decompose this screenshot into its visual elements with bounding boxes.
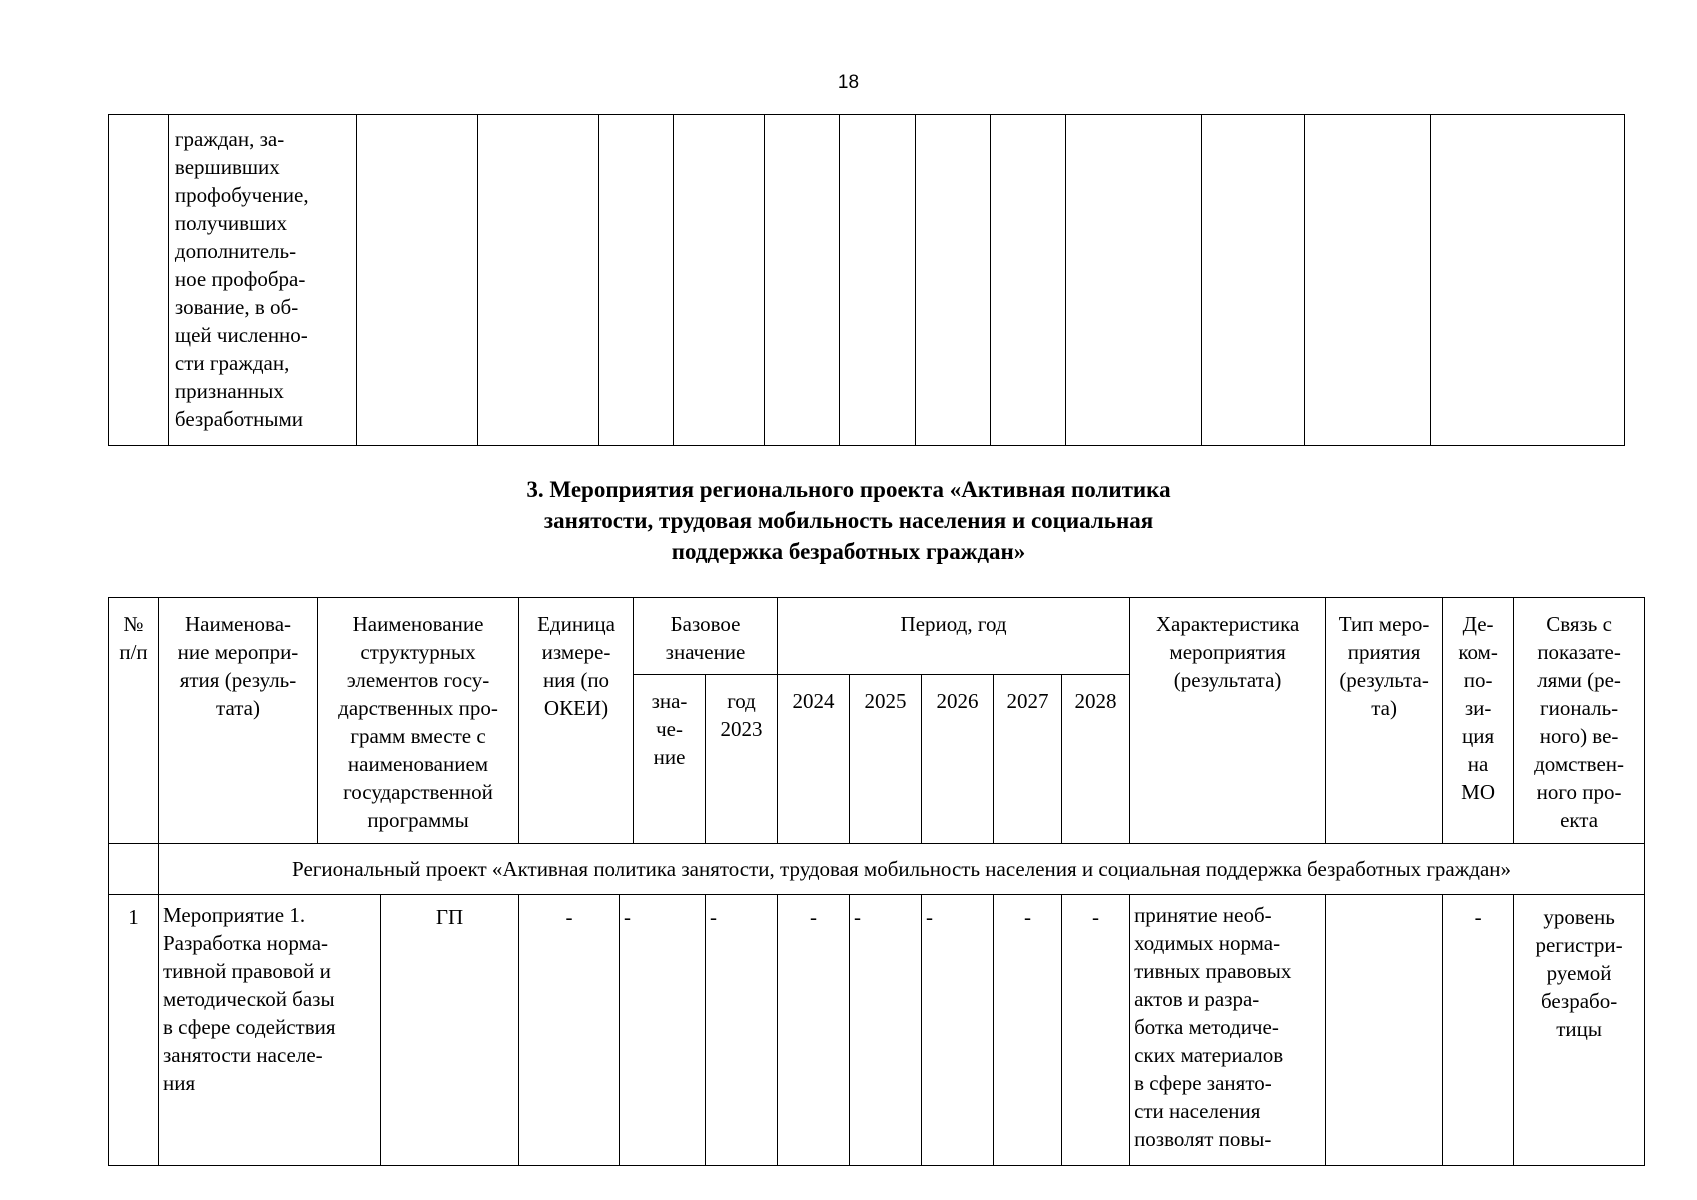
- row-year-2027-cell: -: [994, 895, 1062, 1166]
- events-table: [108, 597, 1645, 1166]
- table-cell: [598, 115, 673, 446]
- header-cell-year-2027: 2027: [994, 675, 1062, 844]
- header-cell-decomposition: Де- ком- по- зи- ция на МО: [1443, 598, 1514, 844]
- header-cell-base-value-year: год 2023: [706, 675, 778, 844]
- table-cell: [839, 115, 916, 446]
- header-cell-period: Период, год: [778, 598, 1130, 675]
- table-cell: [1431, 115, 1625, 446]
- table-cell: [764, 115, 839, 446]
- header-cell-base-value-value: зна- че- ние: [634, 675, 706, 844]
- row-structural-cell: ГП: [381, 895, 519, 1166]
- header-cell-structural-elements: Наименование структурных элементов госу- дарственных про- грамм вместе с наименованием государственной программы: [318, 598, 519, 844]
- header-cell-type: Тип меро- приятия (результа- та): [1326, 598, 1443, 844]
- row-year-2028-cell: -: [1062, 895, 1130, 1166]
- header-cell-year-2025: 2025: [850, 675, 922, 844]
- table-cell: [1305, 115, 1431, 446]
- row-decomposition-cell: -: [1443, 895, 1514, 1166]
- section-title: 3. Мероприятия регионального проекта «Активная политика занятости, трудовая мобильность населения и социальная поддержка безработных граждан»: [526, 477, 1171, 564]
- table-cell: [168, 115, 356, 446]
- table-cell: [673, 115, 764, 446]
- project-name-cell: Региональный проект «Активная политика занятости, трудовая мобильность населения и социальная поддержка безработных граждан»: [159, 844, 1645, 895]
- row-year-2025-cell: -: [850, 895, 922, 1166]
- row-num-cell: 1: [109, 895, 159, 1166]
- header-cell-unit: Единица измере- ния (по ОКЕИ): [519, 598, 634, 844]
- continued-table: [108, 114, 1625, 446]
- row-year-2024-cell: -: [778, 895, 850, 1166]
- table-cell: [109, 115, 169, 446]
- header-cell-event-name: Наименова- ние меропри- ятия (резуль- тата): [159, 598, 318, 844]
- table-cell: [109, 844, 159, 895]
- table-cell: [916, 115, 991, 446]
- row-unit-cell: -: [519, 895, 620, 1166]
- row-type-cell: [1326, 895, 1443, 1166]
- indicator-name-continued: граждан, за- вершивших профобучение, получивших дополнитель- ное профобра- зование, в об- щей численно- сти граждан, признанных безработными: [174, 127, 309, 431]
- table-cell: [990, 115, 1065, 446]
- row-base-value-cell: -: [620, 895, 706, 1166]
- header-row: [109, 598, 1645, 675]
- header-cell-base-value: Базовое значение: [634, 598, 778, 675]
- row-event-name-cell: Мероприятие 1. Разработка норма- тивной правовой и методической базы в сфере содействия занятости населе- ния: [159, 895, 381, 1166]
- header-cell-characteristic: Характеристика мероприятия (результата): [1130, 598, 1326, 844]
- row-base-year-cell: -: [706, 895, 778, 1166]
- table-cell: [1202, 115, 1305, 446]
- header-cell-year-2026: 2026: [922, 675, 994, 844]
- table-row: [109, 895, 1645, 1166]
- header-cell-link: Связь с показате- лями (ре- гиональ- ного) ве- домствен- ного про- екта: [1514, 598, 1645, 844]
- header-cell-year-2028: 2028: [1062, 675, 1130, 844]
- header-cell-year-2024: 2024: [778, 675, 850, 844]
- header-cell-num: № п/п: [109, 598, 159, 844]
- table-row: [109, 115, 1625, 446]
- table-cell: [1065, 115, 1202, 446]
- row-year-2026-cell: -: [922, 895, 994, 1166]
- table-cell: [357, 115, 478, 446]
- row-characteristic-cell: принятие необ- ходимых норма- тивных правовых актов и разра- ботка методиче- ских материалов в сфере занято- сти населения позволят повы-: [1130, 895, 1326, 1166]
- project-row: [109, 844, 1645, 895]
- page-number: 18: [837, 72, 860, 93]
- row-link-cell: уровень регистри- руемой безрабо- тицы: [1514, 895, 1645, 1166]
- table-cell: [477, 115, 598, 446]
